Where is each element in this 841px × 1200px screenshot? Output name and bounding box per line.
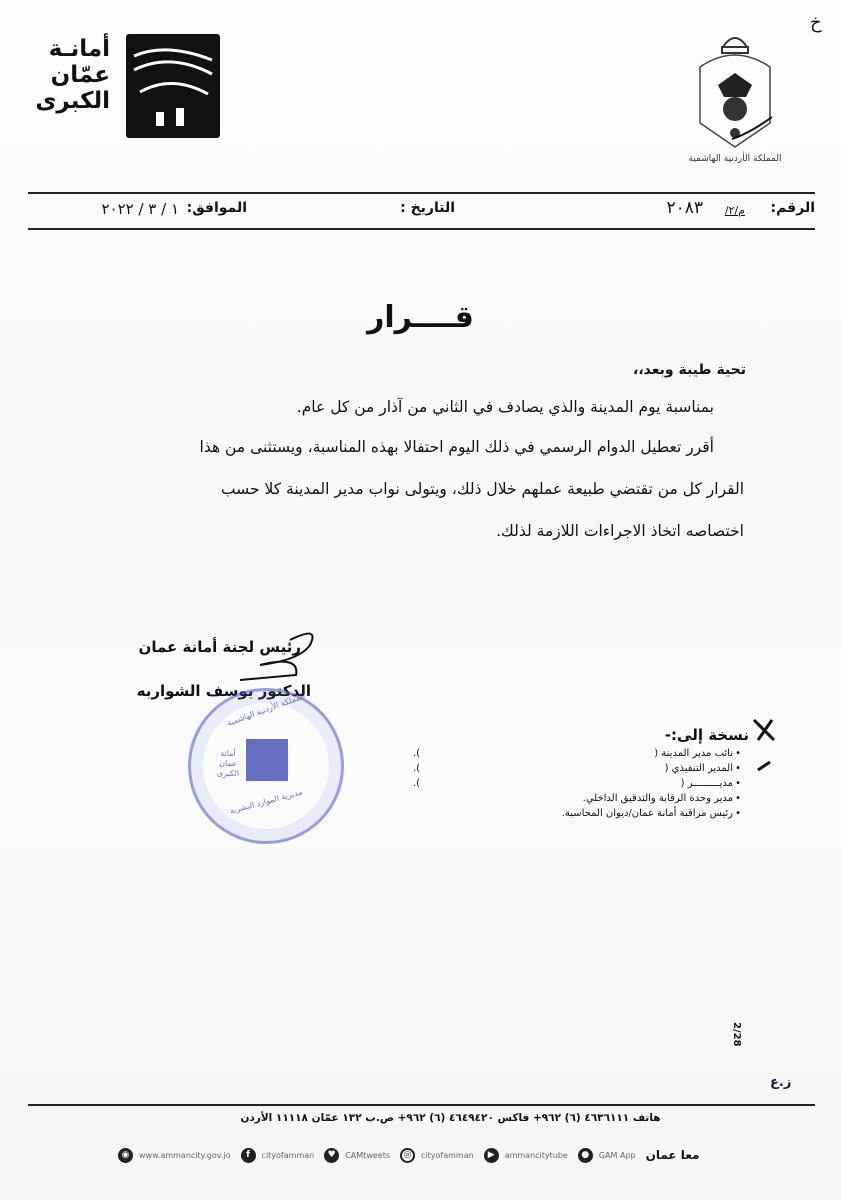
handwritten-checkmarks-icon — [752, 716, 778, 774]
reference-row — [14, 198, 815, 224]
globe-icon: ◉ — [118, 1148, 133, 1163]
social-label: cityofamman — [421, 1150, 474, 1160]
jordan-coat-of-arms-icon — [690, 25, 780, 150]
social-link-facebook[interactable] — [241, 1148, 315, 1163]
coat-of-arms-caption: المملكة الأردنية الهاشمية — [688, 154, 782, 164]
body-paragraph-2 — [104, 438, 744, 548]
footer-divider — [28, 1104, 815, 1106]
social-label: GAM App — [598, 1150, 636, 1160]
reference-number-label: الرقم: — [770, 200, 815, 216]
copies-list — [413, 746, 741, 821]
copies-list-item — [413, 746, 741, 761]
copy-recipient: المدير التنفيذي ( — [664, 763, 733, 774]
copies-list-item — [413, 761, 741, 776]
social-label: www.ammancity.gov.jo — [139, 1150, 231, 1160]
copy-recipient: مديـــــــــر ( — [680, 778, 733, 789]
logo-text — [22, 36, 110, 114]
corresponding-date-label: الموافق: — [186, 200, 247, 216]
social-link-twitter[interactable] — [324, 1148, 390, 1163]
amman-municipality-logo — [22, 30, 212, 145]
facebook-icon: f — [241, 1148, 256, 1163]
reference-number-prefix: م/٢/ — [724, 204, 745, 217]
social-label: cityofamman — [261, 1150, 315, 1160]
greeting: تحية طيبة وبعد،، — [633, 362, 746, 378]
signatory-name: الدكتور يوسف الشواربه — [136, 682, 311, 700]
copy-close: ). — [413, 778, 421, 789]
social-label: CAMtweets — [345, 1150, 391, 1160]
copies-list-item — [413, 776, 741, 791]
date-label: التاريخ : — [400, 200, 455, 216]
instagram-icon: ◎ — [400, 1148, 415, 1163]
header-divider-top — [28, 192, 815, 194]
twitter-icon: ♥ — [324, 1148, 339, 1163]
copy-recipient: نائب مدير المدينة ( — [654, 748, 733, 759]
margin-handwritten-initials: ز.ع — [770, 1075, 792, 1090]
logo-line-2: عمّان — [50, 62, 110, 88]
bullet-icon: • — [735, 748, 741, 759]
social-link-instagram[interactable] — [400, 1148, 474, 1163]
bullet-icon: • — [735, 778, 741, 789]
copy-close: ). — [413, 763, 421, 774]
stamp-emblem-icon — [246, 739, 288, 781]
stamp-inner-line-1: أمانة — [220, 749, 236, 758]
app-icon: ● — [578, 1148, 593, 1163]
amman-emblem-icon — [126, 34, 220, 138]
reference-number-value: ٢٠٨٣ — [666, 198, 703, 218]
logo-line-1: أمانـة — [48, 36, 110, 62]
social-label: ammancitytube — [504, 1150, 568, 1160]
logo-line-3: الكبرى — [35, 88, 110, 114]
copy-recipient: مدير وحدة الرقابة والتدقيق الداخلي. — [582, 793, 733, 804]
corresponding-date-value: ١ / ٣ / ٢٠٢٢ — [101, 200, 179, 218]
margin-handwritten-date: 2/28 — [731, 1022, 742, 1047]
signatory-title: رئيس لجنة أمانة عمان — [138, 638, 301, 656]
copies-list-item — [433, 806, 741, 821]
social-link-app[interactable] — [578, 1148, 636, 1163]
footer-address: هاتف ٤٦٣٦١١١ (٦) ٩٦٢+ فاكس ٤٦٤٩٤٢٠ (٦) ٩٦٢+ ص.ب ١٣٢ عمّان ١١١١٨ الأردن — [240, 1112, 661, 1124]
social-link-website[interactable] — [118, 1148, 231, 1163]
copies-title: نسخة إلى:- — [664, 726, 749, 744]
document-title: قــــرار — [367, 300, 474, 335]
paragraph-2-line-1: أقرر تعطيل الدوام الرسمي في ذلك اليوم احتفالا بهذه المناسبة، ويستثنى من هذا — [199, 438, 714, 456]
stamp-bottom-text: مديرية الموارد البشرية — [228, 787, 304, 816]
bullet-icon: • — [735, 793, 741, 804]
copy-recipient: رئيس مراقبة أمانة عمان/ديوان المحاسبة. — [561, 808, 733, 819]
stamp-inner-text — [213, 749, 243, 779]
youtube-icon: ▶ — [484, 1148, 499, 1163]
stamp-inner-line-2: عمان — [219, 759, 237, 768]
body-paragraph-1 — [104, 398, 744, 422]
handwritten-mark: خ — [810, 12, 822, 33]
signature-scribble-icon — [200, 620, 320, 690]
header-divider-bottom — [28, 228, 815, 230]
paragraph-2-line-2: القرار كل من تقتضي طبيعة عملهم خلال ذلك، ويتولى نواب مدير المدينة كلا حسب — [220, 480, 744, 498]
app-brand-logo: معا عمان — [645, 1148, 700, 1162]
social-link-youtube[interactable] — [484, 1148, 568, 1163]
copies-list-item — [433, 791, 741, 806]
bullet-icon: • — [735, 808, 741, 819]
official-stamp — [188, 688, 344, 844]
social-links-row — [118, 1144, 700, 1166]
copy-close: ). — [413, 748, 421, 759]
paragraph-1-text: بمناسبة يوم المدينة والذي يصادف في الثاني من آذار من كل عام. — [296, 398, 714, 416]
bullet-icon: • — [735, 763, 741, 774]
stamp-inner-line-3: الكبرى — [216, 769, 240, 778]
paragraph-2-line-3: اختصاصه اتخاذ الاجراءات اللازمة لذلك. — [496, 522, 744, 540]
stamp-outer-text: المملكة الأردنية الهاشمية — [225, 691, 307, 728]
